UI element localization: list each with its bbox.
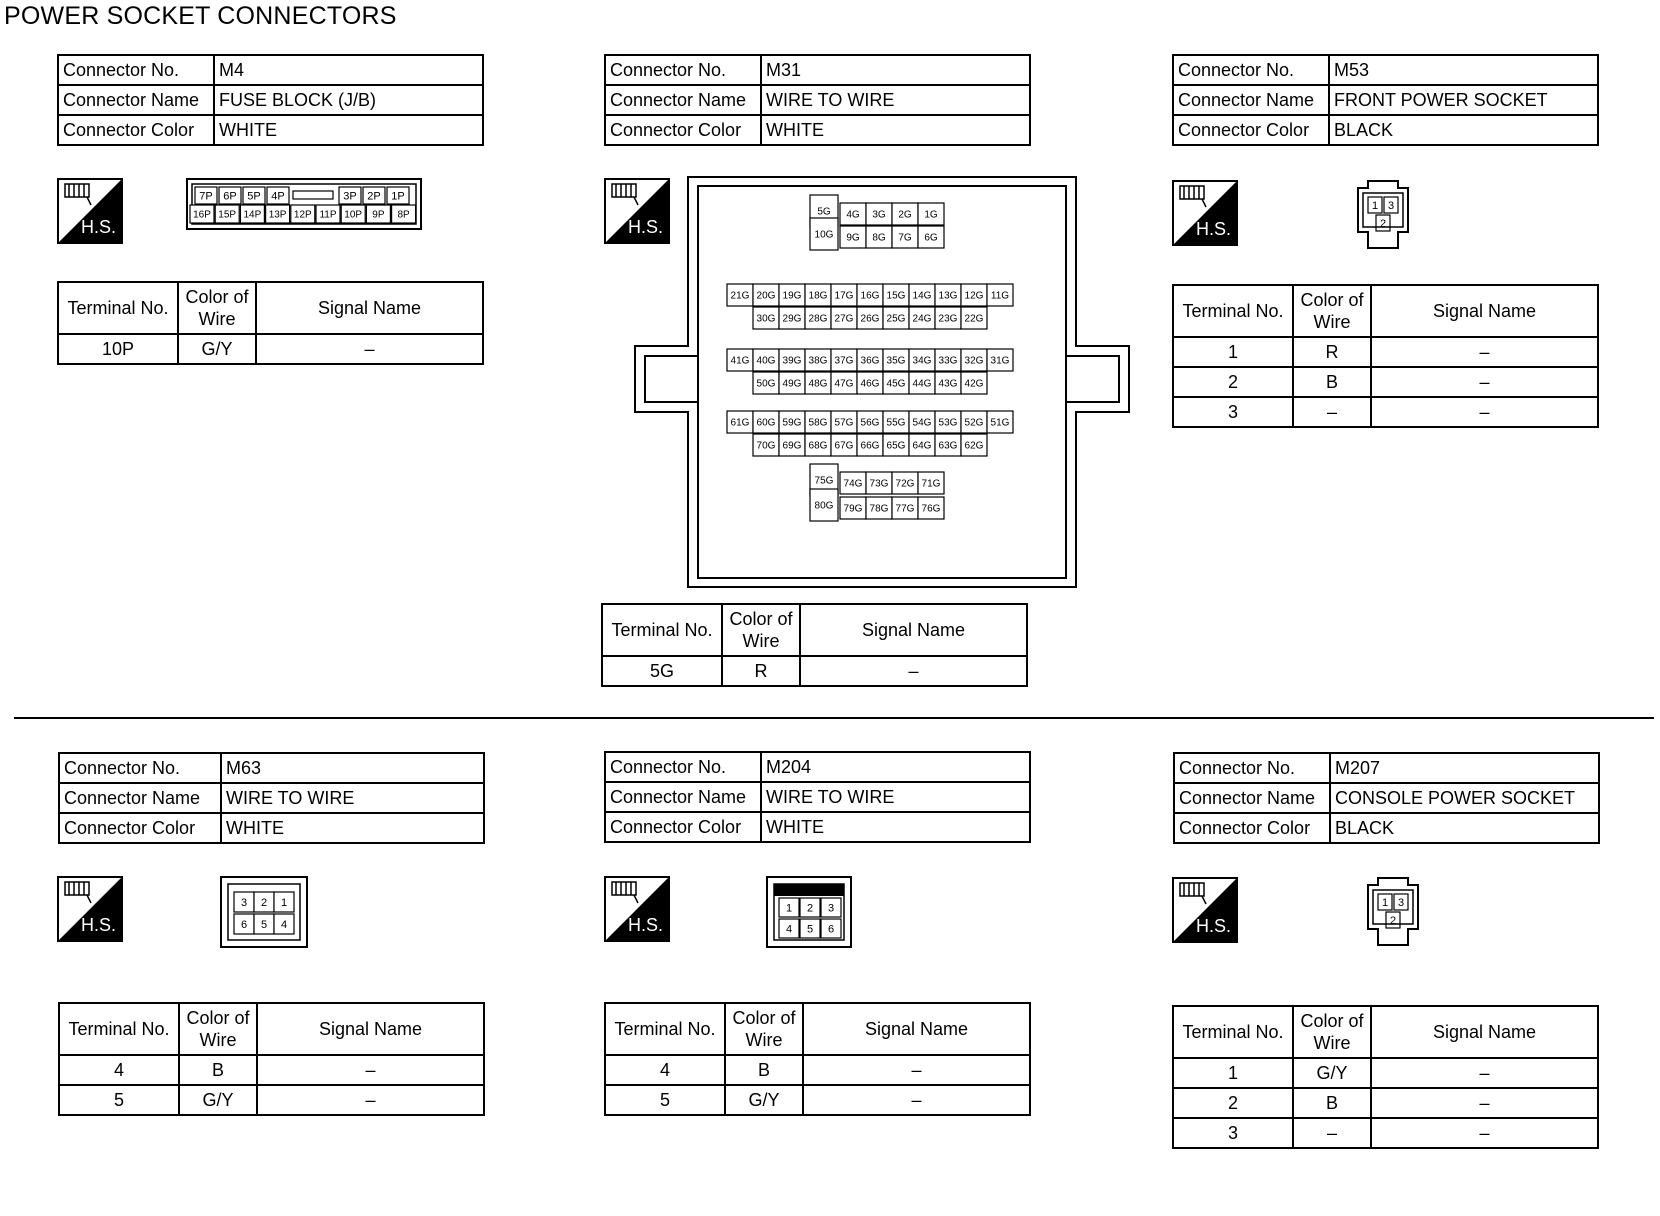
pin-label: 26G [860, 313, 880, 325]
pin-label: 50G [756, 378, 776, 390]
table-row [1173, 1088, 1598, 1118]
connector-name-value: WIRE TO WIRE [761, 782, 1030, 812]
header-terminal-no: Terminal No. [59, 1003, 179, 1055]
terminal-table [1172, 284, 1599, 428]
pin-label: 9G [846, 232, 860, 244]
label-connector-name: Connector Name [605, 85, 761, 115]
pin-label: 60G [756, 417, 776, 429]
table-row [1173, 397, 1598, 427]
wire-color-cell: G/Y [179, 1085, 257, 1115]
header-color-of-wire: Color of Wire [1293, 285, 1371, 337]
pin-label: 1 [1381, 897, 1389, 909]
harness-side-icon [57, 178, 123, 244]
label-connector-name: Connector Name [1173, 85, 1329, 115]
pin-label: 23G [938, 313, 958, 325]
pin-label: 3 [827, 902, 835, 915]
pin-label: 58G [808, 417, 828, 429]
connector-face-m204 [766, 876, 852, 948]
header-color-of-wire: Color of Wire [725, 1003, 803, 1055]
label-connector-no: Connector No. [605, 752, 761, 782]
pin-label: 54G [912, 417, 932, 429]
connector-no-value: M63 [221, 753, 484, 783]
wire-color-cell: G/Y [725, 1085, 803, 1115]
label-connector-no: Connector No. [1174, 753, 1330, 783]
pin-label: 6 [827, 923, 835, 936]
pin-label: 52G [964, 417, 984, 429]
signal-name-cell: – [257, 1055, 484, 1085]
pin-label: 73G [869, 478, 889, 490]
pin-label: 63G [938, 440, 958, 452]
header-color-of-wire: Color of Wire [178, 282, 256, 334]
pin-label: 1 [1371, 200, 1379, 212]
table-row [1173, 337, 1598, 367]
wire-color-cell: G/Y [1293, 1058, 1371, 1088]
header-terminal-no: Terminal No. [605, 1003, 725, 1055]
connector-no-value: M204 [761, 752, 1030, 782]
table-row [605, 1055, 1030, 1085]
signal-name-cell: – [1371, 337, 1598, 367]
pin-label: 19G [782, 290, 802, 302]
label-connector-color: Connector Color [605, 115, 761, 145]
label-connector-no: Connector No. [58, 55, 214, 85]
header-signal-name: Signal Name [256, 282, 483, 334]
pin-label: 12G [964, 290, 984, 302]
signal-name-cell: – [1371, 1058, 1598, 1088]
wire-color-cell: G/Y [178, 334, 256, 364]
wire-color-cell: B [1293, 1088, 1371, 1118]
pin-label: 66G [860, 440, 880, 452]
pin-label: 64G [912, 440, 932, 452]
pin-label: 18G [808, 290, 828, 302]
label-connector-color: Connector Color [58, 115, 214, 145]
pin-label: 3 [1397, 897, 1405, 909]
terminal-no-cell: 4 [605, 1055, 725, 1085]
pin-label: 7G [898, 232, 912, 244]
terminal-no-cell: 1 [1173, 337, 1293, 367]
pin-label: 80G [814, 500, 834, 512]
pin-label: 37G [834, 355, 854, 367]
pin-label: 44G [912, 378, 932, 390]
hs-label: H.S. [1196, 916, 1232, 936]
header-color-of-wire: Color of Wire [722, 604, 800, 656]
pin-label: 4P [271, 190, 285, 203]
connector-no-value: M53 [1329, 55, 1598, 85]
connector-face-m31 [634, 176, 1130, 588]
pin-label: 4 [280, 918, 288, 931]
wire-color-cell: – [1293, 1118, 1371, 1148]
pin-label: 5P [247, 190, 261, 203]
pin-label: 11G [990, 290, 1010, 302]
wire-color-cell: R [722, 656, 800, 686]
pin-label: 10P [344, 209, 363, 221]
connector-color-value: BLACK [1329, 115, 1598, 145]
pin-label: 2G [898, 209, 912, 221]
terminal-no-cell: 4 [59, 1055, 179, 1085]
pin-label: 57G [834, 417, 854, 429]
pin-label: 75G [814, 475, 834, 487]
pin-label: 45G [886, 378, 906, 390]
wire-color-cell: – [1293, 397, 1371, 427]
pin-label: 27G [834, 313, 854, 325]
header-signal-name: Signal Name [800, 604, 1027, 656]
connector-color-value: WHITE [761, 115, 1030, 145]
pin-label: 71G [921, 478, 941, 490]
label-connector-color: Connector Color [59, 813, 221, 843]
hs-label: H.S. [81, 915, 117, 935]
pin-label: 2 [1379, 218, 1387, 230]
terminal-no-cell: 1 [1173, 1058, 1293, 1088]
header-terminal-no: Terminal No. [1173, 1006, 1293, 1058]
signal-name-cell: – [800, 656, 1027, 686]
header-color-of-wire: Color of Wire [1293, 1006, 1371, 1058]
pin-label: 1 [785, 902, 793, 915]
pin-label: 39G [782, 355, 802, 367]
terminal-no-cell: 5 [605, 1085, 725, 1115]
connector-face-m207 [1360, 877, 1426, 947]
pin-label: 40G [756, 355, 776, 367]
header-terminal-no: Terminal No. [58, 282, 178, 334]
pin-label: 55G [886, 417, 906, 429]
label-connector-no: Connector No. [605, 55, 761, 85]
signal-name-cell: – [256, 334, 483, 364]
pin-label: 6 [240, 918, 248, 931]
wire-color-cell: B [1293, 367, 1371, 397]
pin-label: 2 [260, 896, 268, 909]
terminal-no-cell: 5 [59, 1085, 179, 1115]
connector-face-m53 [1350, 180, 1416, 250]
pin-label: 6G [924, 232, 938, 244]
pin-label: 48G [808, 378, 828, 390]
pin-label: 3 [1387, 200, 1395, 212]
table-row [59, 1055, 484, 1085]
pin-label: 65G [886, 440, 906, 452]
label-connector-color: Connector Color [1173, 115, 1329, 145]
harness-side-icon [1172, 180, 1238, 246]
pin-label: 13P [268, 209, 287, 221]
terminal-table [601, 603, 1028, 687]
connector-name-value: CONSOLE POWER SOCKET [1330, 783, 1599, 813]
pin-label: 62G [964, 440, 984, 452]
table-row [605, 1085, 1030, 1115]
page-title: POWER SOCKET CONNECTORS [4, 2, 397, 30]
signal-name-cell: – [1371, 367, 1598, 397]
pin-label: 79G [843, 503, 863, 515]
pin-label: 46G [860, 378, 880, 390]
pin-label: 16P [193, 209, 211, 221]
pin-label: 76G [921, 503, 941, 515]
pin-label: 5G [817, 206, 831, 218]
pin-label: 32G [964, 355, 984, 367]
pin-label: 8G [872, 232, 886, 244]
pin-label: 29G [782, 313, 802, 325]
terminal-no-cell: 2 [1173, 367, 1293, 397]
terminal-table [604, 1002, 1031, 1116]
pin-label: 56G [860, 417, 880, 429]
header-signal-name: Signal Name [803, 1003, 1030, 1055]
terminal-no-cell: 3 [1173, 1118, 1293, 1148]
wire-color-cell: R [1293, 337, 1371, 367]
pin-label: 35G [886, 355, 906, 367]
pin-label: 4 [785, 923, 793, 936]
pin-label: 15G [886, 290, 906, 302]
pin-label: 3 [240, 896, 248, 909]
terminal-no-cell: 5G [602, 656, 722, 686]
table-row [59, 1085, 484, 1115]
label-connector-name: Connector Name [1174, 783, 1330, 813]
label-connector-name: Connector Name [58, 85, 214, 115]
pin-label: 1P [391, 190, 405, 203]
pin-label: 74G [843, 478, 863, 490]
pin-label: 22G [964, 313, 984, 325]
label-connector-color: Connector Color [1174, 813, 1330, 843]
pin-label: 77G [895, 503, 915, 515]
pin-label: 11P [319, 209, 337, 221]
pin-label: 3G [872, 209, 886, 221]
section-divider [14, 717, 1654, 719]
pin-label: 12P [293, 209, 312, 221]
label-connector-no: Connector No. [59, 753, 221, 783]
pin-label: 20G [756, 290, 776, 302]
key-slot [293, 191, 333, 199]
connector-info-table [604, 751, 1031, 843]
pin-label: 31G [990, 355, 1010, 367]
harness-side-icon [57, 876, 123, 942]
pin-label: 2 [1389, 915, 1397, 927]
hs-label: H.S. [628, 217, 664, 237]
table-row [1173, 1058, 1598, 1088]
pin-label: 24G [912, 313, 932, 325]
terminal-no-cell: 10P [58, 334, 178, 364]
label-connector-no: Connector No. [1173, 55, 1329, 85]
signal-name-cell: – [803, 1055, 1030, 1085]
pin-label: 49G [782, 378, 802, 390]
pin-label: 21G [730, 290, 750, 302]
pin-label: 68G [808, 440, 828, 452]
hs-label: H.S. [628, 915, 664, 935]
pin-label: 43G [938, 378, 958, 390]
connector-name-value: WIRE TO WIRE [221, 783, 484, 813]
pin-label: 61G [730, 417, 750, 429]
signal-name-cell: – [803, 1085, 1030, 1115]
pin-label: 36G [860, 355, 880, 367]
label-connector-color: Connector Color [605, 812, 761, 842]
pin-label: 53G [938, 417, 958, 429]
pin-label: 15P [218, 209, 237, 221]
pin-label: 34G [912, 355, 932, 367]
signal-name-cell: – [1371, 397, 1598, 427]
pin-label: 17G [834, 290, 854, 302]
wire-color-cell: B [725, 1055, 803, 1085]
label-connector-name: Connector Name [59, 783, 221, 813]
table-row [58, 334, 483, 364]
pin-label: 42G [964, 378, 984, 390]
terminal-no-cell: 2 [1173, 1088, 1293, 1118]
wire-color-cell: B [179, 1055, 257, 1085]
signal-name-cell: – [1371, 1088, 1598, 1118]
header-color-of-wire: Color of Wire [179, 1003, 257, 1055]
terminal-no-cell: 3 [1173, 397, 1293, 427]
label-connector-name: Connector Name [605, 782, 761, 812]
pin-label: 69G [782, 440, 802, 452]
pin-label: 47G [834, 378, 854, 390]
table-row [602, 656, 1027, 686]
pin-label: 14G [912, 290, 932, 302]
pin-label: 16G [860, 290, 880, 302]
pin-label: 1 [280, 896, 288, 909]
connector-color-value: WHITE [761, 812, 1030, 842]
table-row [1173, 1118, 1598, 1148]
terminal-table [58, 1002, 485, 1116]
pin-label: 10G [814, 229, 834, 241]
table-row [1173, 367, 1598, 397]
pin-label: 5 [806, 923, 814, 936]
pin-label: 3P [343, 190, 357, 203]
pin-label: 1G [924, 209, 938, 221]
pin-label: 13G [938, 290, 958, 302]
connector-name-value: WIRE TO WIRE [761, 85, 1030, 115]
pin-label: 33G [938, 355, 958, 367]
connector-info-table [58, 752, 485, 844]
header-terminal-no: Terminal No. [602, 604, 722, 656]
terminal-table [1172, 1005, 1599, 1149]
hs-label: H.S. [1196, 219, 1232, 239]
connector-name-value: FRONT POWER SOCKET [1329, 85, 1598, 115]
terminal-table [57, 281, 484, 365]
pin-label: 7P [199, 190, 213, 203]
pin-label: 28G [808, 313, 828, 325]
header-terminal-no: Terminal No. [1173, 285, 1293, 337]
harness-side-icon [1172, 877, 1238, 943]
pin-label: 25G [886, 313, 906, 325]
pin-label: 4G [846, 209, 860, 221]
hs-label: H.S. [81, 217, 117, 237]
pin-label: 67G [834, 440, 854, 452]
header-signal-name: Signal Name [1371, 285, 1598, 337]
pin-label: 14P [243, 209, 262, 221]
pin-label: 59G [782, 417, 802, 429]
connector-info-table [604, 54, 1031, 146]
signal-name-cell: – [1371, 1118, 1598, 1148]
connector-no-value: M207 [1330, 753, 1599, 783]
pin-label: 6P [223, 190, 237, 203]
connector-info-table [1172, 54, 1599, 146]
harness-side-icon [604, 876, 670, 942]
signal-name-cell: – [257, 1085, 484, 1115]
connector-face-m4 [186, 178, 422, 230]
connector-name-value: FUSE BLOCK (J/B) [214, 85, 483, 115]
connector-color-value: WHITE [221, 813, 484, 843]
pin-label: 2 [806, 902, 814, 915]
pin-label: 9P [372, 209, 385, 221]
header-signal-name: Signal Name [257, 1003, 484, 1055]
pin-label: 51G [990, 417, 1010, 429]
pin-label: 72G [895, 478, 915, 490]
pin-label: 5 [260, 918, 268, 931]
pin-label: 41G [730, 355, 750, 367]
connector-no-value: M31 [761, 55, 1030, 85]
pin-label: 2P [367, 190, 381, 203]
pin-label: 70G [756, 440, 776, 452]
pin-label: 38G [808, 355, 828, 367]
connector-info-table [1173, 752, 1600, 844]
connector-face-m63 [220, 876, 308, 948]
pin-label: 30G [756, 313, 776, 325]
connector-no-value: M4 [214, 55, 483, 85]
pin-label: 8P [397, 209, 410, 221]
connector-color-value: BLACK [1330, 813, 1599, 843]
connector-color-value: WHITE [214, 115, 483, 145]
pin-label: 78G [869, 503, 889, 515]
header-signal-name: Signal Name [1371, 1006, 1598, 1058]
connector-info-table [57, 54, 484, 146]
